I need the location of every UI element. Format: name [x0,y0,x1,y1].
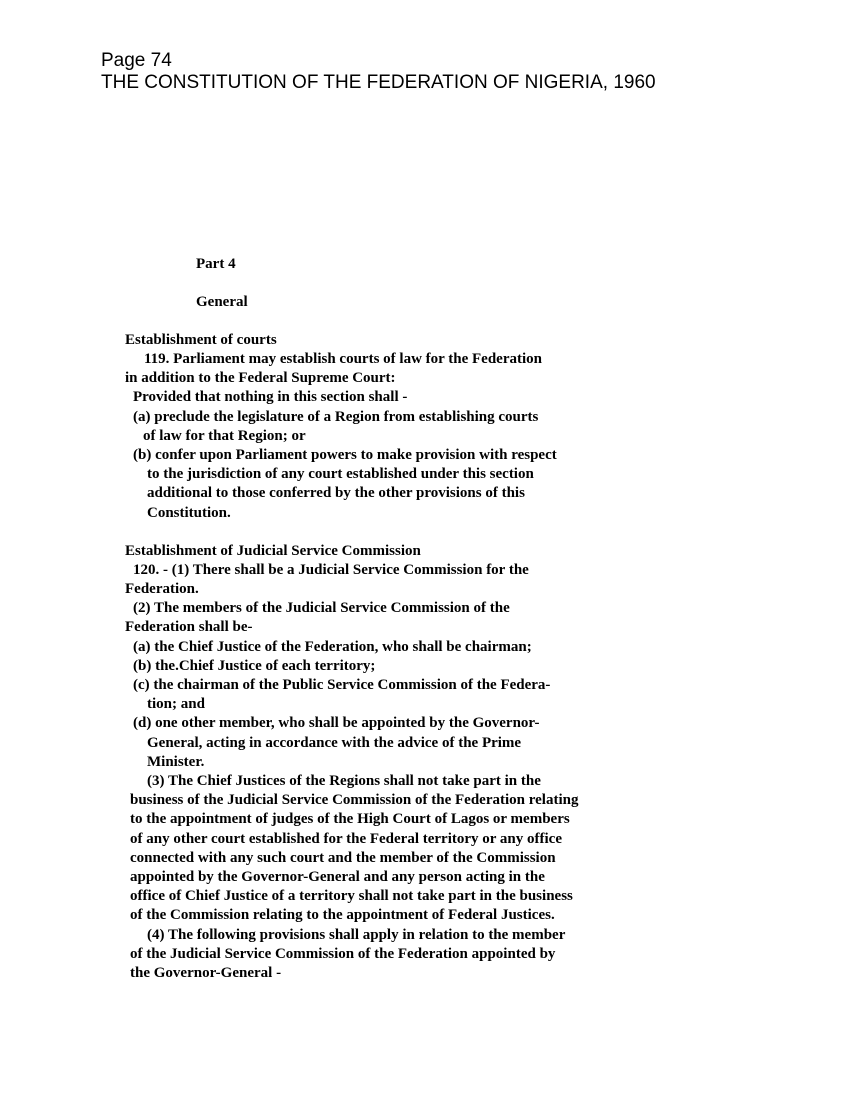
section-120-line: (2) The members of the Judicial Service Commission of the [133,600,510,616]
section-120-line: connected with any such court and the member of the Commission [130,850,556,866]
section-120-line: 120. - (1) There shall be a Judicial Service Commission for the [133,562,529,578]
document-title: THE CONSTITUTION OF THE FEDERATION OF NIGERIA, 1960 [101,72,656,93]
section-120-line: General, acting in accordance with the advice of the Prime [147,735,522,751]
section-120-line: of any other court established for the Federal territory or any office [130,831,562,847]
section-120-line: of the Commission relating to the appointment of Federal Justices. [130,907,555,923]
section-120-line: (3) The Chief Justices of the Regions shall not take part in the [147,773,541,789]
section-120-line: Federation shall be- [125,619,253,635]
section-120-line: tion; and [147,696,205,712]
section-120-line: Minister. [147,754,205,770]
section-120-line: (4) The following provisions shall apply in relation to the member [147,927,566,943]
section-120-line: business of the Judicial Service Commission of the Federation relating [130,792,579,808]
section-119-line: 119. Parliament may establish courts of law for the Federation [144,351,543,367]
section-119-line: to the jurisdiction of any court established under this section [147,466,534,482]
section-120-line: (d) one other member, who shall be appointed by the Governor- [133,715,540,731]
section-120-line: (a) the Chief Justice of the Federation, who shall be chairman; [133,639,532,655]
section-120-line: (b) the.Chief Justice of each territory; [133,658,376,674]
section-119-line: (b) confer upon Parliament powers to make provision with respect [133,447,557,463]
section-119-line: additional to those conferred by the other provisions of this [147,485,525,501]
section-120-line: of the Judicial Service Commission of the Federation appointed by [130,946,556,962]
section-119-line: in addition to the Federal Supreme Court: [125,370,396,386]
section-119-heading: Establishment of courts [125,332,277,348]
section-119-line: Provided that nothing in this section shall - [133,389,408,405]
section-120-line: Federation. [125,581,199,597]
section-120-line: appointed by the Governor-General and any person acting in the [130,869,545,885]
section-120-line: (c) the chairman of the Public Service Commission of the Federa- [133,677,551,693]
section-120-heading: Establishment of Judicial Service Commission [125,543,421,559]
part-number-heading: Part 4 [196,256,236,272]
part-title-heading: General [196,294,248,310]
section-120-line: office of Chief Justice of a territory shall not take part in the business [130,888,573,904]
page-number: Page 74 [101,50,172,71]
section-119-line: Constitution. [147,505,231,521]
section-119-line: (a) preclude the legislature of a Region from establishing courts [133,409,539,425]
section-119-line: of law for that Region; or [143,428,306,444]
section-120-line: the Governor-General - [130,965,282,981]
section-120-line: to the appointment of judges of the High Court of Lagos or members [130,811,570,827]
